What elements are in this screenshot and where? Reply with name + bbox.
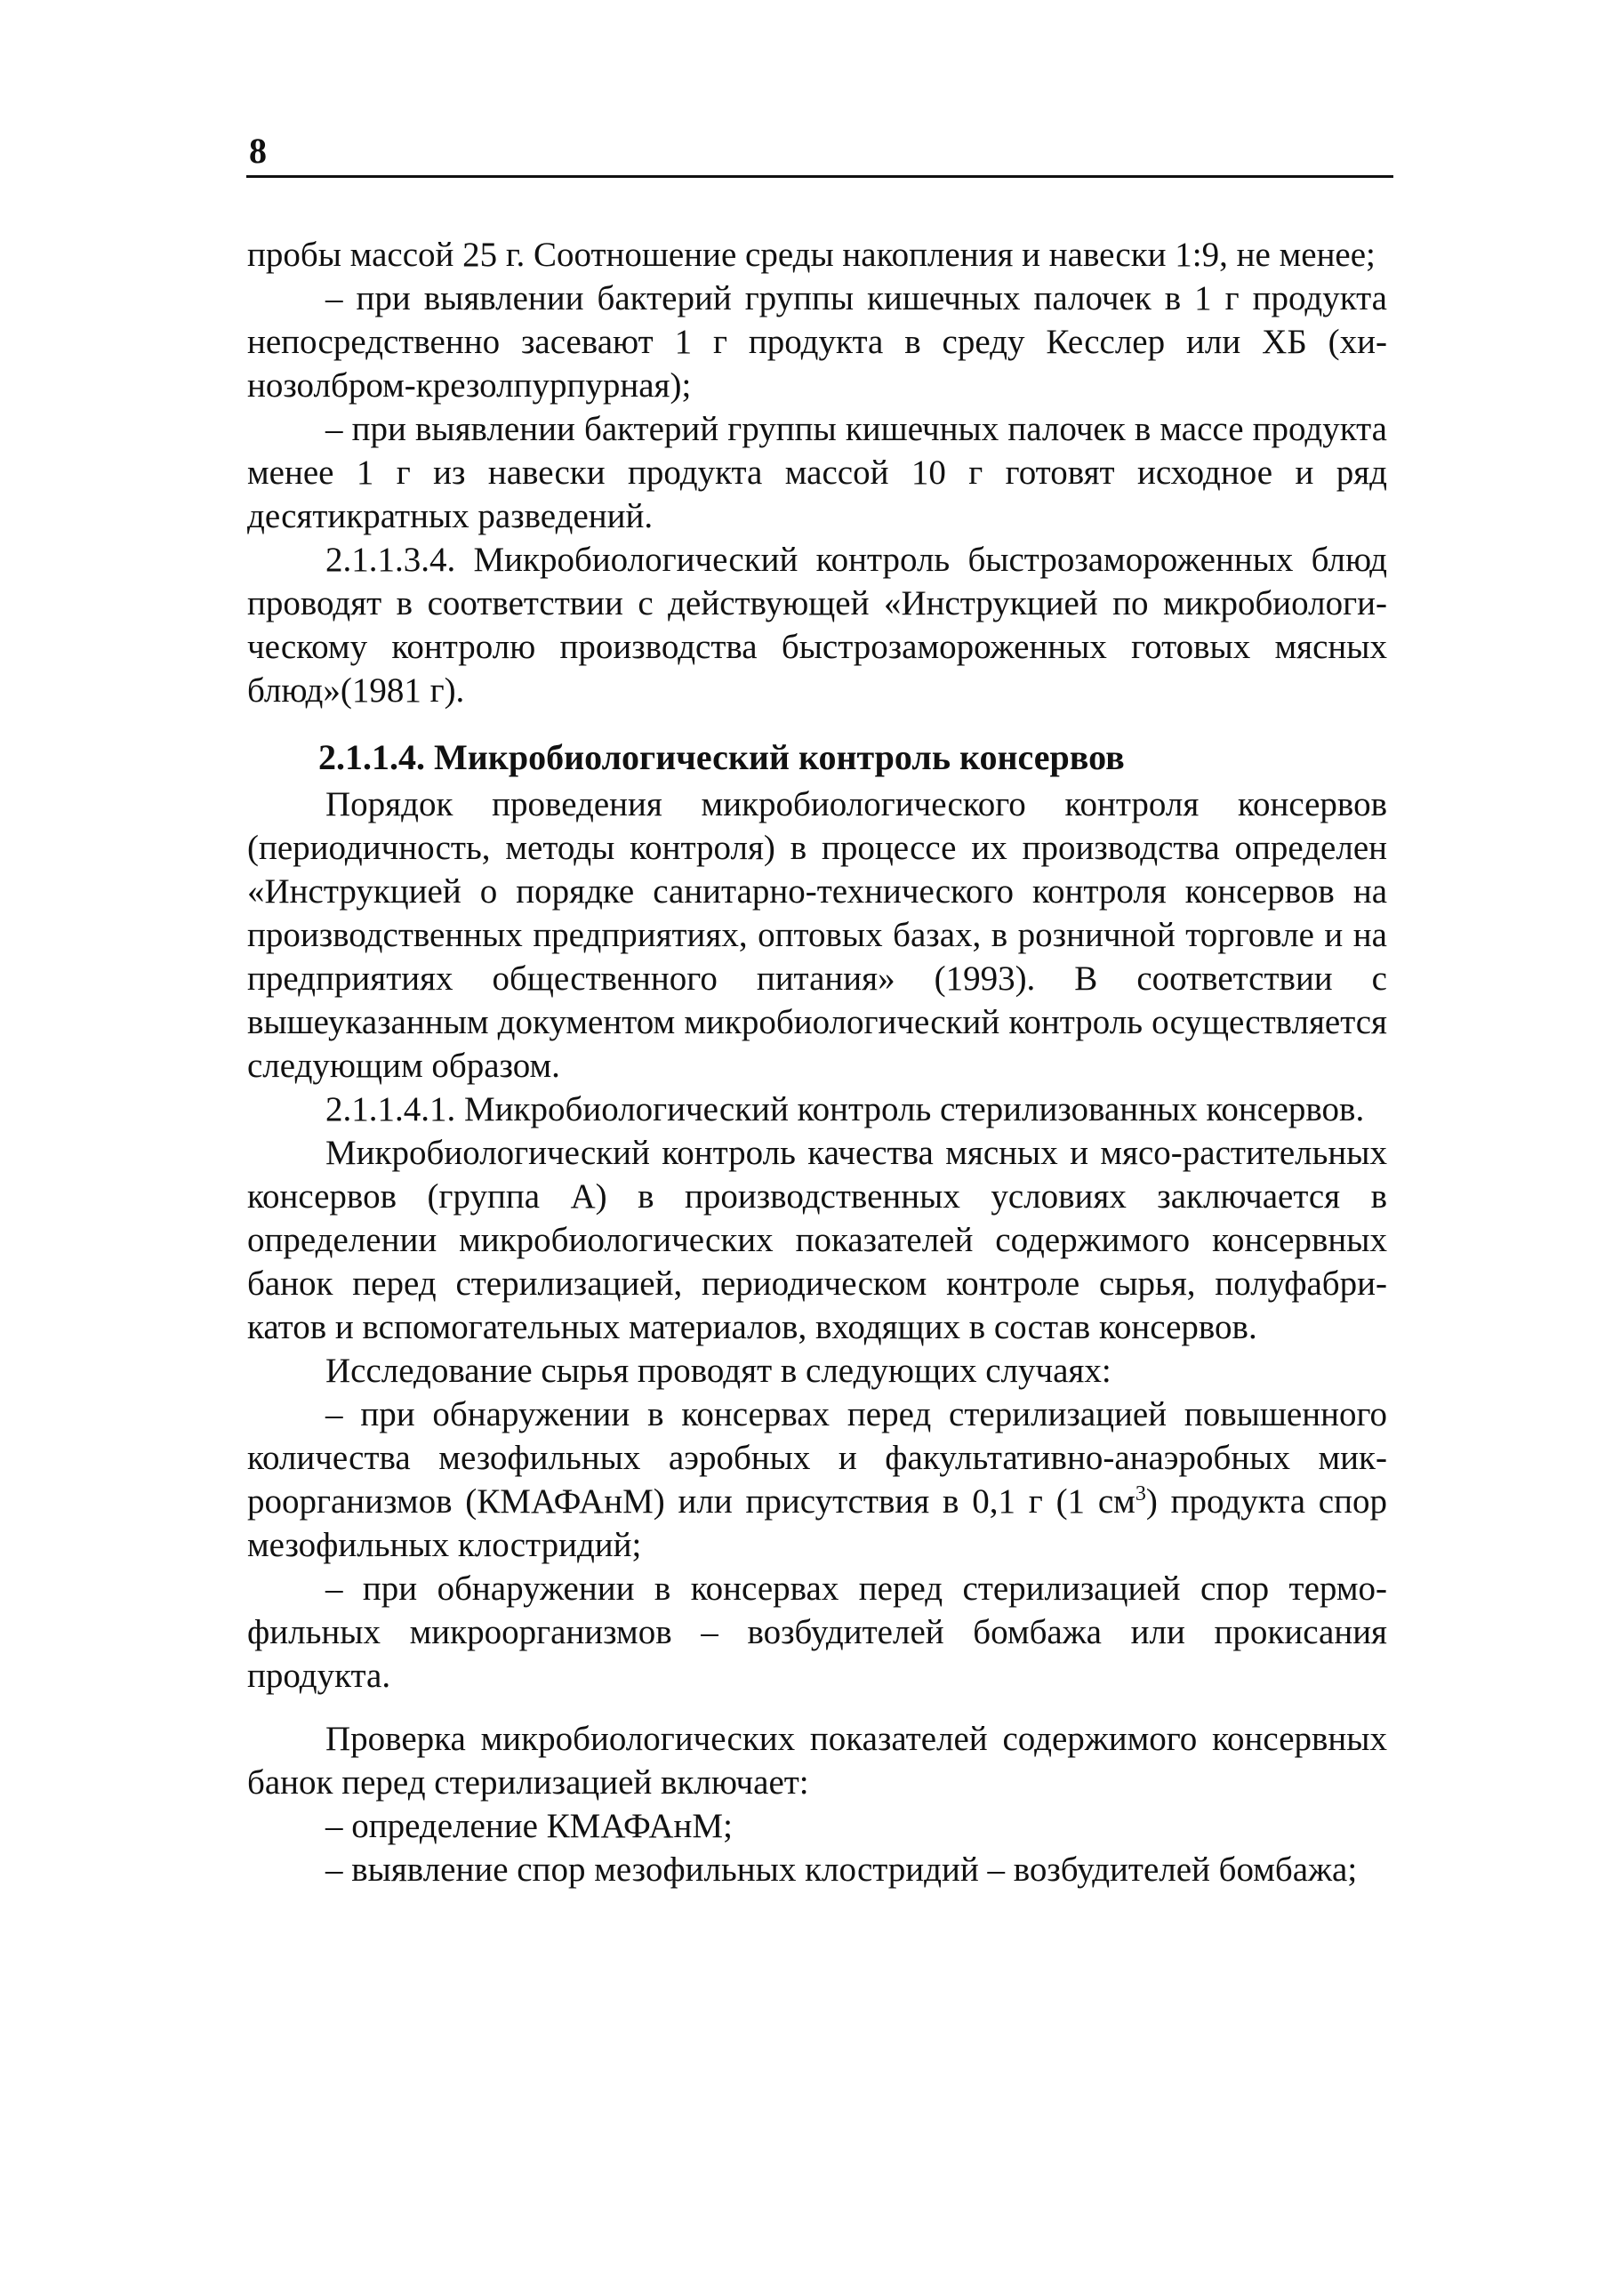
page-number: 8 (249, 131, 267, 171)
paragraph-control-order: Порядок проведения микробиологического контроля консервов (периодичность, методы контроля) в процессе их производства определен «Инструкцией о порядке санитарно-технического контроля консервов на производственных предприятиях, оптовых базах, в розничной торговле и на предприятиях общественного питания» (1993). В соответствии с вышеуказанным документом микробиологический контроль осуществляется следующим образом. (247, 785, 1387, 1085)
page-body (247, 233, 1387, 1891)
list-item-clostridia: – выявление спор мезофильных клостридий – возбудителей бомбажа; (325, 1850, 1358, 1889)
paragraph-frozen-dishes: 2.1.1.3.4. Микробиологический контроль быстрозамороженных блюд проводят в соответствии с действующей «Инструкцией по микробиологическому контролю производства быстрозамороженных готовых мясных блюд»(1981 г). (247, 541, 1387, 710)
paragraph-sterilized-canned: 2.1.1.4.1. Микробиологический контроль стерилизованных консервов. (325, 1090, 1365, 1128)
section-heading: 2.1.1.4. Микробиологический контроль консервов (318, 737, 1125, 777)
paragraph-thermophilic-case: – при обнаружении в консервах перед стерилизацией спор термофильных микроорганизмов – возбудителей бомбажа или прокисания продукта. (247, 1569, 1387, 1695)
kmafanm-case-text-end: ) продукта спор мезофильных клостридий; (247, 1482, 1387, 1564)
paragraph-raw-material-cases: Исследование сырья проводят в следующих случаях: (325, 1352, 1111, 1390)
paragraph-sample-mass: пробы массой 25 г. Соотношение среды накопления и навески 1:9, не менее; (247, 236, 1376, 274)
header-rule (246, 175, 1393, 178)
paragraph-check-includes: Проверка микробиологических показателей содержимого консервных банок перед стерилизацией включает: (247, 1720, 1387, 1802)
paragraph-coliform-less-1g: – при выявлении бактерий группы кишечных палочек в массе продукта менее 1 г из навески продукта массой 10 г готовят исходное и ряд десятикратных разведений. (247, 410, 1387, 535)
paragraph-coliform-1g: – при выявлении бактерий группы кишечных палочек в 1 г продукта непосредственно засевают 1 г продукта в среду Кесслер или ХБ (хинозолбром-крезолпурпурная); (247, 279, 1387, 405)
kmafanm-case-text: – при обнаружении в консервах перед стерилизацией повышенного количества мезофильных аэробных и факультативно-анаэробных микроорганизмов (КМАФАнМ) или присутствия в 0,1 г (1 см (247, 1395, 1387, 1521)
paragraph-kmafanm-case (247, 1393, 1387, 1567)
paragraph-quality-control: Микробиологический контроль качества мясных и мясо-растительных консервов (группа А) в производственных условиях заключается в определении микробиологических показателей содержимого консервных банок перед стерилизацией, периодическом контроле сырья, полуфабрикатов и вспомогательных материалов, входящих в состав консервов. (247, 1134, 1387, 1346)
list-item-kmafanm: – определение КМАФАнМ; (325, 1807, 733, 1845)
cubic-superscript: 3 (1135, 1482, 1146, 1505)
